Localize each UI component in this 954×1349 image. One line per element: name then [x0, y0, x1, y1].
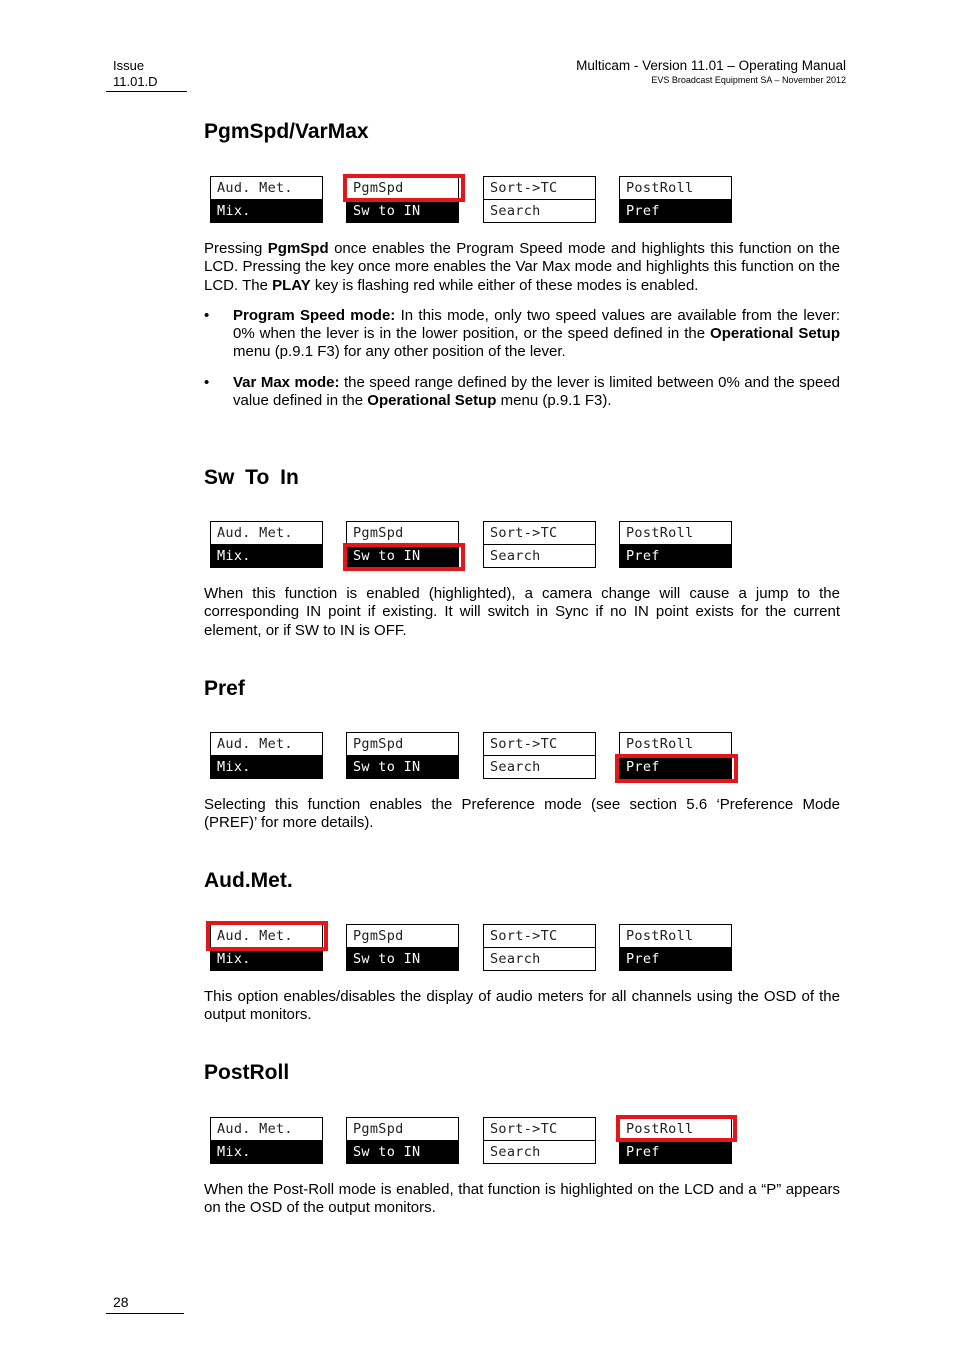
lcd-key-postroll: [619, 924, 732, 971]
bullet-icon: •: [204, 306, 210, 324]
lcd-key-bottom-label: Mix.: [211, 545, 322, 568]
lcd-key-bottom-label: Pref: [620, 545, 731, 568]
lcd-key-top-label: Sort->TC: [484, 1118, 595, 1141]
lcd-key-bottom-label: Search: [490, 1144, 541, 1160]
lcd-key-top-label: Aud. Met.: [211, 522, 322, 545]
lcd-key-top-label: PostRoll: [620, 925, 731, 948]
section-title: Pref: [204, 677, 245, 700]
section-pref: [204, 676, 840, 833]
lcd-key-audmet: [210, 176, 323, 223]
lcd-key-pgmspd: [346, 176, 459, 223]
paragraph: Pressing PgmSpd once enables the Program Speed mode and highlights this function on the LCD. Pressing the key once more enables the Var Max mode and highlights this function on the LCD. The PLAY key is flashing red while either of these modes is enabled.: [204, 240, 840, 294]
lcd-panel: [204, 521, 840, 571]
lcd-key-bottom-label: Sw to IN: [347, 756, 458, 779]
lcd-panel: [204, 1117, 840, 1167]
section-swtoin: [204, 465, 840, 640]
paragraph: When this function is enabled (highlighted), a camera change will cause a jump to the corresponding IN point if existing. It will switch in Sync if no IN point exists for the current element, or if SW to IN is OFF.: [204, 585, 840, 639]
lcd-key-bottom-label: Pref: [620, 948, 731, 971]
lcd-key-top-label: Sort->TC: [484, 177, 595, 200]
lcd-key-bottom-label: Mix.: [211, 1141, 322, 1164]
lcd-key-audmet: [210, 521, 323, 568]
section-title: PostRoll: [204, 1061, 290, 1084]
lcd-key-sort: [483, 521, 596, 568]
lcd-key-bottom-label: Mix.: [211, 200, 322, 223]
lcd-key-top-label: PostRoll: [620, 522, 731, 545]
lcd-key-top-label: PgmSpd: [347, 177, 458, 200]
lcd-key-top-label: PostRoll: [620, 733, 731, 756]
lcd-key-top-label: Aud. Met.: [211, 177, 322, 200]
section-pgmspd: [204, 119, 840, 410]
list-item: • Var Max mode: the speed range defined by the lever is limited between 0% and the speed value defined in the Operational Setup menu (p.9.1 F3).: [204, 373, 840, 410]
paragraph: Selecting this function enables the Preference mode (see section 5.6 ‘Preference Mode (PREF)’ for more details).: [204, 796, 840, 832]
lcd-key-top-label: PgmSpd: [347, 1118, 458, 1141]
lcd-key-top-label: PostRoll: [620, 177, 731, 200]
lcd-key-audmet: [210, 924, 323, 971]
lcd-key-top-label: Sort->TC: [484, 925, 595, 948]
page-number: 28: [113, 1294, 129, 1310]
lcd-key-top-label: Aud. Met.: [211, 1118, 322, 1141]
lcd-key-top-label: PgmSpd: [347, 925, 458, 948]
section-title: Aud.Met.: [204, 869, 293, 892]
lcd-key-pgmspd: [346, 521, 459, 568]
lcd-key-bottom-label: Search: [490, 203, 541, 219]
lcd-key-bottom-label: Sw to IN: [347, 948, 458, 971]
lcd-key-pgmspd: [346, 924, 459, 971]
footer-rule: [106, 1313, 184, 1314]
lcd-key-top-label: Aud. Met.: [211, 733, 322, 756]
lcd-key-top-label: Sort->TC: [484, 733, 595, 756]
issue-number: 11.01.D: [113, 74, 158, 89]
bullet-icon: •: [204, 373, 210, 391]
lcd-key-top-label: PgmSpd: [347, 522, 458, 545]
lcd-key-bottom-label: Sw to IN: [347, 200, 458, 223]
lcd-key-sort: [483, 732, 596, 779]
manual-subtitle: EVS Broadcast Equipment SA – November 2012: [651, 75, 846, 85]
lcd-panel: [204, 924, 840, 974]
lcd-key-pgmspd: [346, 1117, 459, 1164]
lcd-key-bottom-label: Pref: [620, 200, 731, 223]
lcd-key-bottom-label: Mix.: [211, 948, 322, 971]
lcd-key-top-label: PgmSpd: [347, 733, 458, 756]
header-title-block: [576, 58, 846, 86]
section-title: PgmSpd/VarMax: [204, 120, 369, 143]
lcd-key-top-label: Aud. Met.: [211, 925, 322, 948]
section-title: Sw To In: [204, 466, 299, 489]
lcd-key-audmet: [210, 1117, 323, 1164]
lcd-key-bottom-label: Pref: [620, 756, 731, 779]
lcd-panel: [204, 176, 840, 226]
lcd-key-sort: [483, 176, 596, 223]
lcd-key-sort: [483, 1117, 596, 1164]
lcd-key-audmet: [210, 732, 323, 779]
issue-block: [113, 58, 158, 90]
lcd-key-bottom-label: Sw to IN: [347, 1141, 458, 1164]
lcd-key-top-label: PostRoll: [620, 1118, 731, 1141]
lcd-key-bottom-label: Search: [490, 548, 541, 564]
lcd-key-pgmspd: [346, 732, 459, 779]
lcd-panel: [204, 732, 840, 782]
paragraph: This option enables/disables the display of audio meters for all channels using the OSD of the output monitors.: [204, 988, 840, 1024]
lcd-key-postroll: [619, 1117, 732, 1164]
bullet-list: [204, 307, 840, 410]
section-audmet: [204, 868, 840, 1025]
header-rule: [106, 91, 187, 92]
lcd-key-bottom-label: Search: [490, 759, 541, 775]
issue-label: Issue: [113, 58, 145, 73]
paragraph: When the Post-Roll mode is enabled, that function is highlighted on the LCD and a “P” appears on the OSD of the output monitors.: [204, 1181, 840, 1217]
lcd-key-bottom-label: Sw to IN: [347, 545, 458, 568]
lcd-key-postroll: [619, 176, 732, 223]
manual-title: Multicam - Version 11.01 – Operating Manual: [576, 58, 846, 73]
lcd-key-bottom-label: Pref: [620, 1141, 731, 1164]
lcd-key-top-label: Sort->TC: [484, 522, 595, 545]
lcd-key-postroll: [619, 732, 732, 779]
lcd-key-sort: [483, 924, 596, 971]
section-postroll: [204, 1060, 840, 1218]
lcd-key-bottom-label: Search: [490, 951, 541, 967]
lcd-key-bottom-label: Mix.: [211, 756, 322, 779]
list-item: • Program Speed mode: In this mode, only two speed values are available from the lever: 0% when the lever is in the lower position, or the speed defined in the Operational Setup menu (p.9.1 F3) for any other position of the lever.: [204, 306, 840, 361]
lcd-key-postroll: [619, 521, 732, 568]
